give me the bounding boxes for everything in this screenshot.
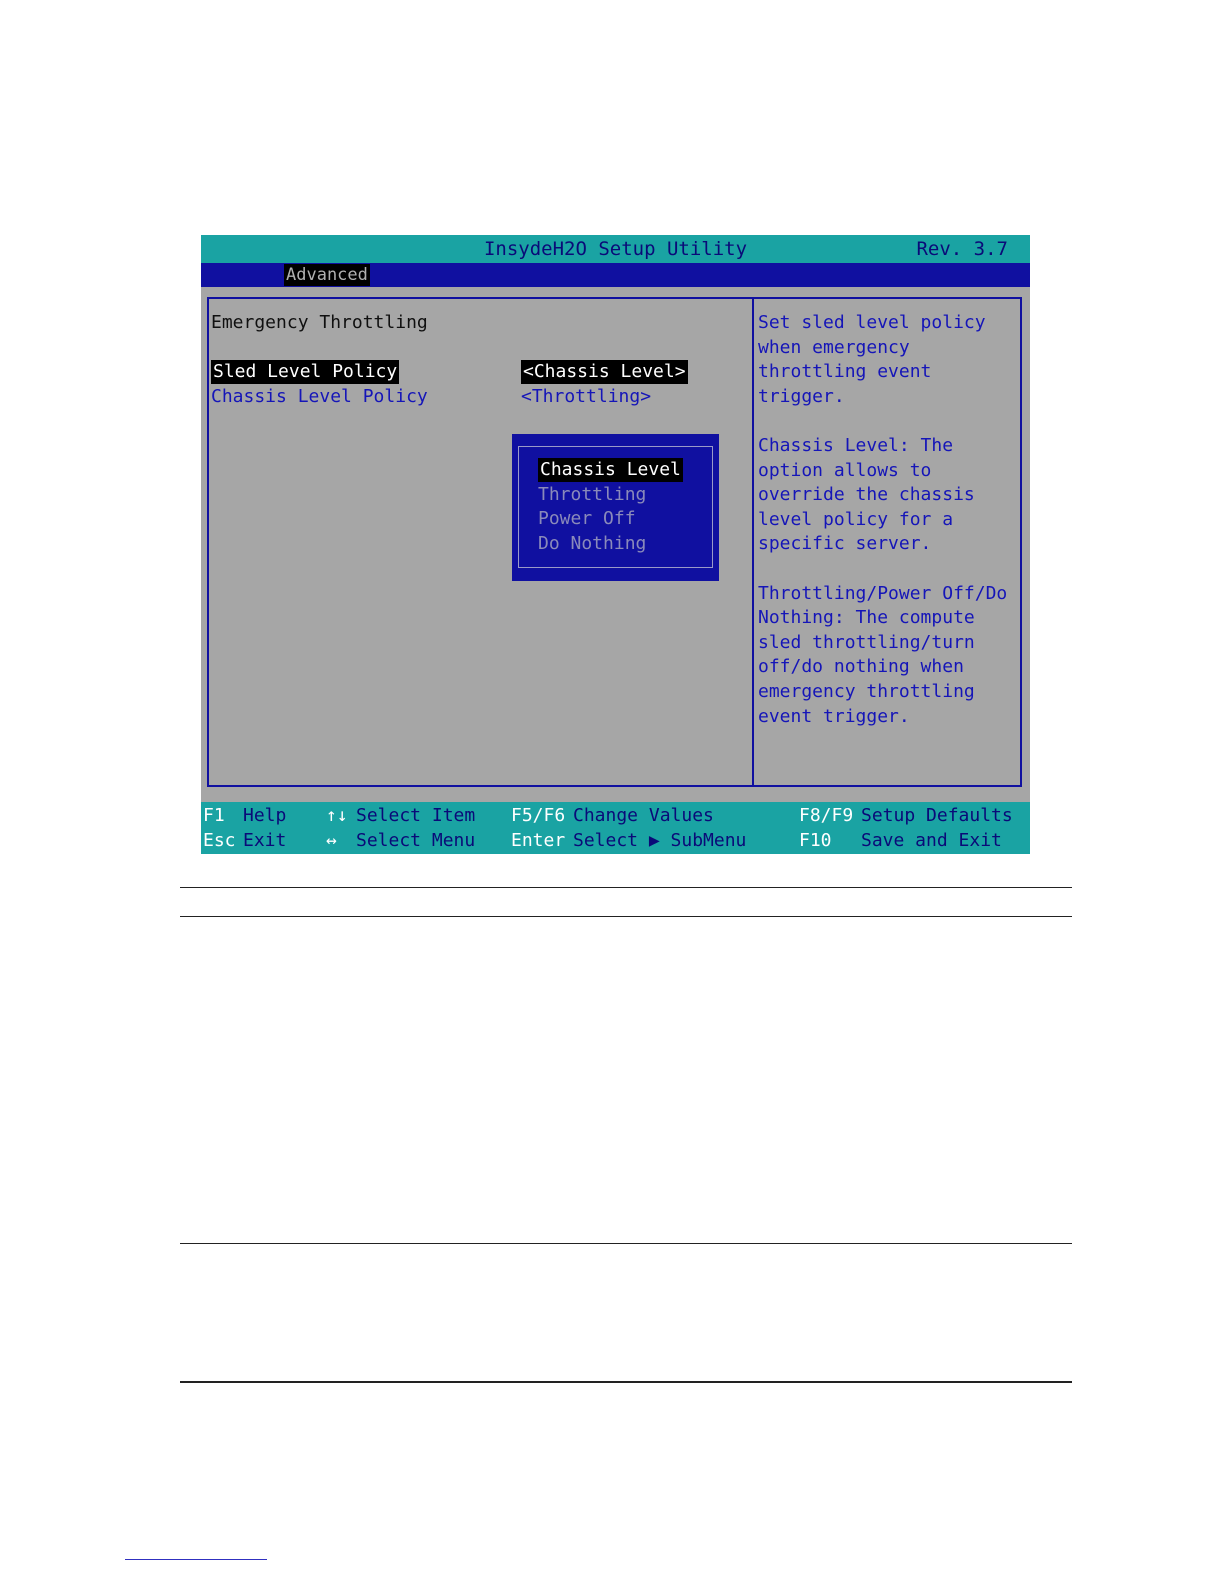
popup-option-chassis-level[interactable]: Chassis Level <box>540 459 681 480</box>
popup-option-throttling[interactable]: Throttling <box>538 484 647 505</box>
table-rule <box>180 887 1072 888</box>
change-values-label: Change Values <box>573 805 714 826</box>
key-f5-f6: F5/F6 <box>511 805 566 826</box>
bios-setup-screen <box>201 235 1030 854</box>
select-item-label: Select Item <box>356 805 476 826</box>
options-popup <box>512 434 719 581</box>
key-f1-label: Help <box>243 805 287 826</box>
key-f1: F1 <box>203 805 225 826</box>
table-rule <box>180 1243 1072 1244</box>
key-legend-bar <box>201 802 1030 854</box>
popup-option-power-off[interactable]: Power Off <box>538 508 636 529</box>
help-panel-divider <box>752 297 754 787</box>
table-rule <box>180 1381 1072 1383</box>
tab-advanced[interactable]: Advanced <box>286 265 368 285</box>
menu-bar <box>201 263 1030 287</box>
help-paragraph: Set sled level policy when emergency throttling event trigger. <box>758 312 986 407</box>
section-title: Emergency Throttling <box>211 312 428 333</box>
select-menu-label: Select Menu <box>356 830 476 851</box>
key-enter: Enter <box>511 830 566 851</box>
link-underline <box>125 1559 267 1560</box>
window-title: InsydeH2O Setup Utility <box>483 238 748 260</box>
revision-label: Rev. 3.7 <box>916 238 1008 260</box>
left-right-arrows-icon: ↔ <box>326 830 337 851</box>
setting-sled-level-policy-label[interactable]: Sled Level Policy <box>213 361 398 382</box>
setup-defaults-label: Setup Defaults <box>861 805 1013 826</box>
select-submenu-label: Select ▶ SubMenu <box>573 830 747 851</box>
key-f10: F10 <box>799 830 832 851</box>
setting-sled-level-policy-value[interactable]: <Chassis Level> <box>523 361 686 382</box>
help-paragraph: Chassis Level: The option allows to override the chassis level policy for a specific server. <box>758 434 975 555</box>
setting-chassis-level-policy-label[interactable]: Chassis Level Policy <box>211 386 428 407</box>
key-esc: Esc <box>203 830 236 851</box>
popup-option-do-nothing[interactable]: Do Nothing <box>538 533 647 554</box>
help-paragraph: Throttling/Power Off/Do Nothing: The compute sled throttling/turn off/do nothing when emergency throttling event trigger. <box>758 582 1008 727</box>
key-f8-f9: F8/F9 <box>799 805 854 826</box>
save-and-exit-label: Save and Exit <box>861 830 1002 851</box>
title-bar <box>201 235 1030 263</box>
table-rule <box>180 916 1072 917</box>
setting-chassis-level-policy-value[interactable]: <Throttling> <box>521 386 652 407</box>
options-popup-frame <box>518 446 713 568</box>
up-down-arrows-icon: ↑↓ <box>326 805 348 826</box>
help-text-panel <box>758 311 1018 754</box>
key-esc-label: Exit <box>243 830 287 851</box>
